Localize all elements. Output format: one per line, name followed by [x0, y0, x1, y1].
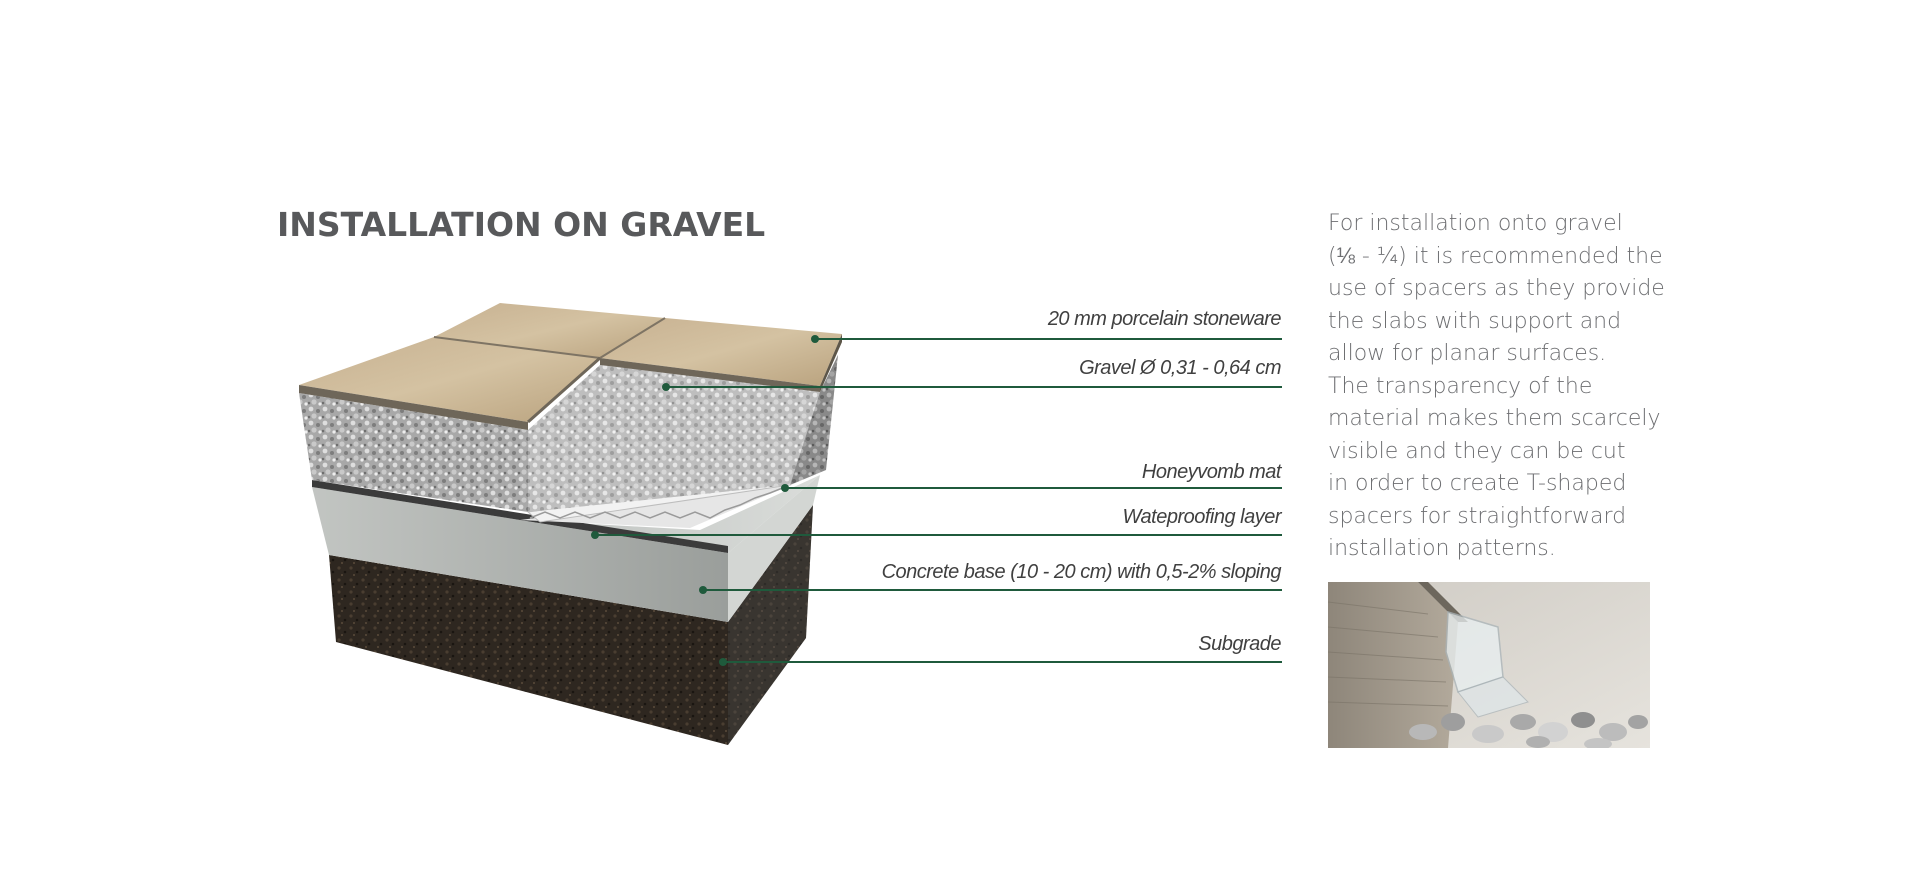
description-line: (⅛ - ¼) it is recommended the	[1328, 243, 1663, 269]
leader-dot-concrete	[699, 586, 707, 594]
leader-dot-subgrade	[719, 658, 727, 666]
description-line: installation patterns.	[1328, 536, 1556, 561]
leader-dot-gravel	[662, 383, 670, 391]
description-line: The transparency of the	[1328, 373, 1593, 399]
layer-label-honeycomb: Honeyvomb mat	[1141, 461, 1281, 483]
spacer-photo	[1328, 582, 1650, 748]
description-line: in order to create T-shaped	[1328, 471, 1627, 496]
description-line: For installation onto gravel	[1328, 211, 1623, 236]
description-text	[1328, 208, 1668, 566]
layer-label-waterproofing: Wateproofing layer	[1122, 506, 1281, 528]
description-line: visible and they can be cut	[1328, 438, 1626, 464]
leader-dot-waterproofing	[591, 531, 599, 539]
description-line: allow for planar surfaces.	[1328, 341, 1607, 366]
leader-dot-honeycomb	[781, 484, 789, 492]
layer-label-porcelain: 20 mm porcelain stoneware	[1047, 308, 1281, 330]
diagram-title: INSTALLATION ON GRAVEL	[277, 205, 766, 244]
description-line: the slabs with support and	[1328, 308, 1622, 334]
leader-dot-porcelain	[811, 335, 819, 343]
layer-label-gravel: Gravel Ø 0,31 - 0,64 cm	[1079, 357, 1281, 379]
description-line: spacers for straightforward	[1328, 503, 1627, 529]
description-line: material makes them scarcely	[1328, 406, 1661, 431]
layer-label-subgrade: Subgrade	[1198, 633, 1281, 655]
description-line: use of spacers as they provide	[1328, 276, 1665, 301]
layer-label-concrete: Concrete base (10 - 20 cm) with 0,5-2% sloping	[881, 561, 1281, 583]
